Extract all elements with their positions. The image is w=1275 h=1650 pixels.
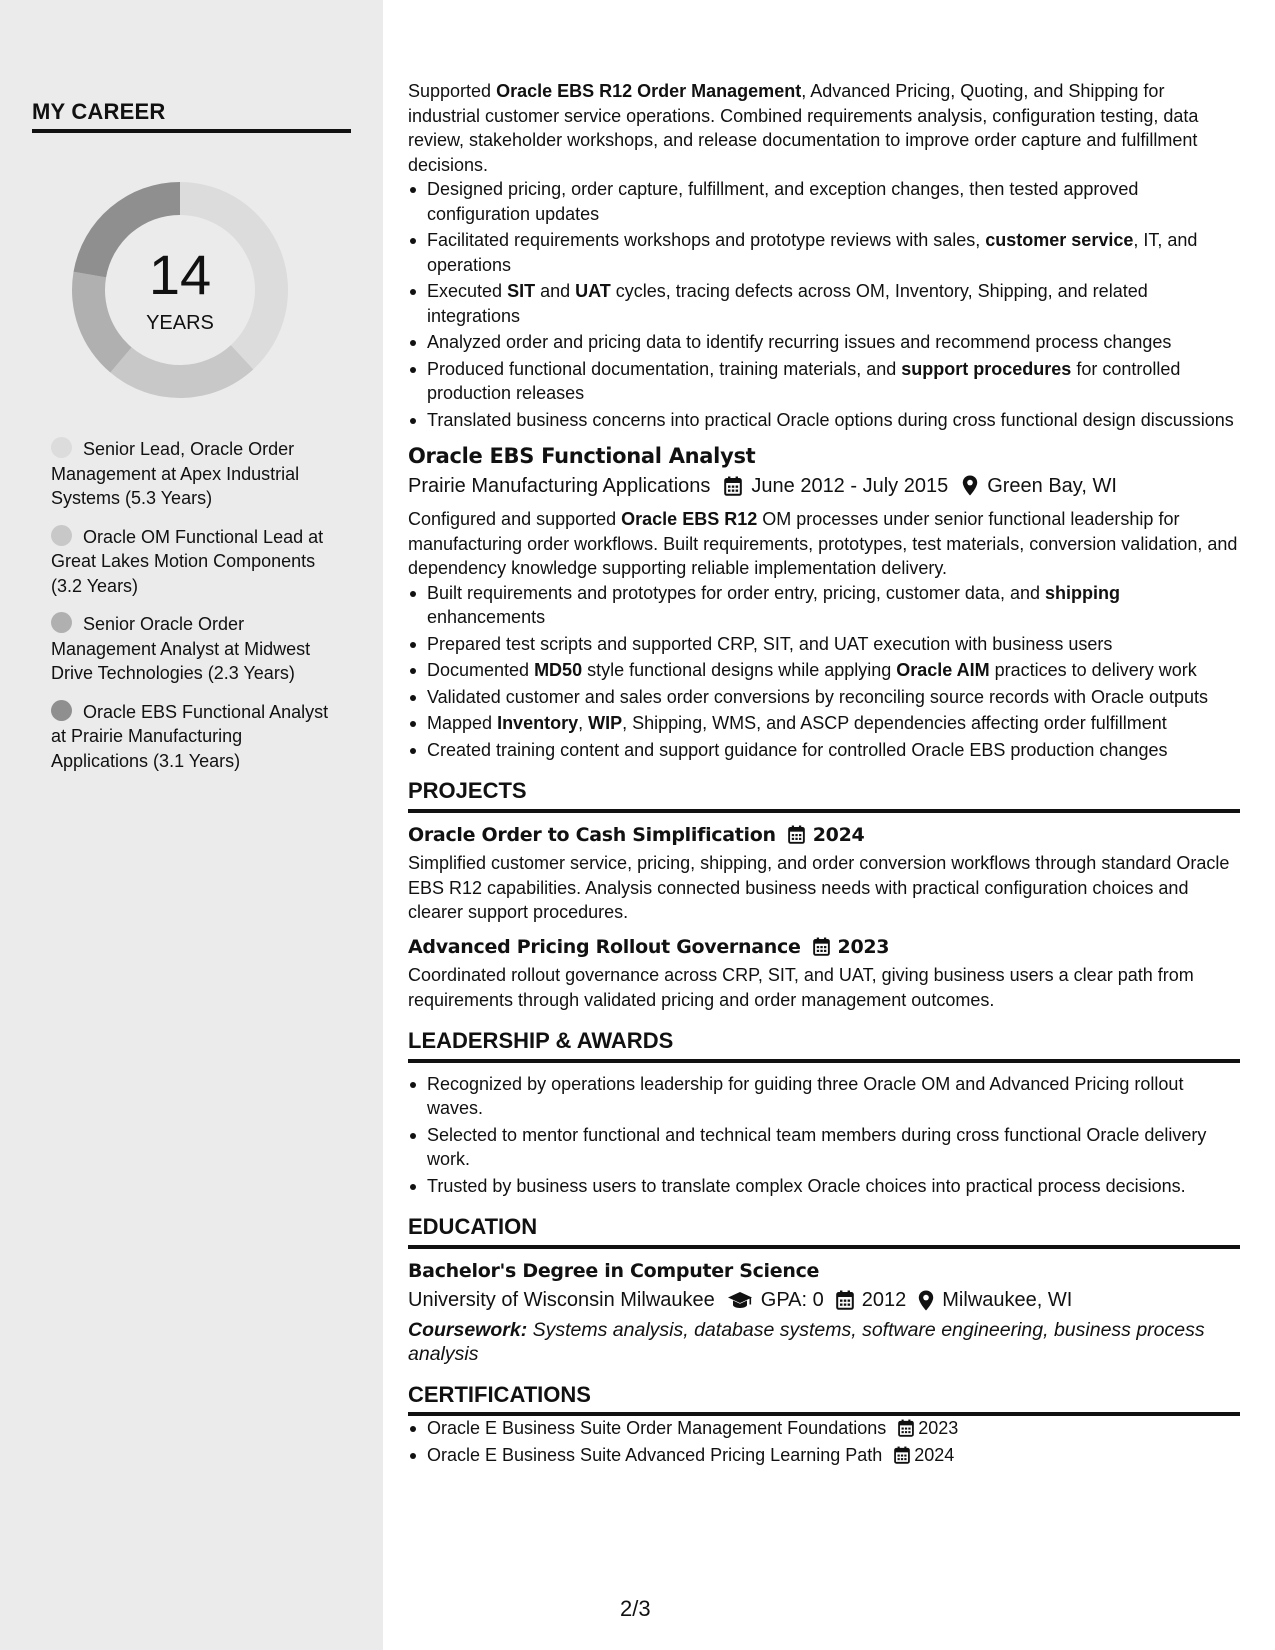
legend-item-role-3	[51, 612, 341, 686]
job2-bullet: Prepared test scripts and supported CRP, SIT, and UAT execution with business users	[408, 632, 1240, 657]
location-pin-icon	[918, 1290, 934, 1311]
coursework-text: Systems analysis, database systems, software engineering, business process analysis	[408, 1318, 1205, 1365]
leadership-list	[408, 1072, 1240, 1199]
legend-label-role-2: Oracle OM Functional Lead at Great Lakes Motion Components (3.2 Years)	[51, 526, 324, 596]
legend-dot-role-2	[51, 525, 72, 546]
job2-bullet: Created training content and support guidance for controlled Oracle EBS production changes	[408, 738, 1240, 763]
job2-bullet: Validated customer and sales order conversions by reconciling source records with Oracle outputs	[408, 685, 1240, 710]
legend-label-role-1: Senior Lead, Oracle Order Management at Apex Industrial Systems (5.3 Years)	[51, 439, 300, 508]
job1-bullet: Produced functional documentation, training materials, and support procedures for controlled production releases	[408, 357, 1240, 406]
legend-dot-role-1	[51, 437, 72, 458]
job2-company: Prairie Manufacturing Applications	[408, 474, 711, 497]
degree-title: Bachelor's Degree in Computer Science	[408, 1259, 820, 1282]
job1-bullet: Executed SIT and UAT cycles, tracing defects across OM, Inventory, Shipping, and related integrations	[408, 279, 1240, 328]
job1-bullets	[408, 177, 1240, 432]
job2-title: Oracle EBS Functional Analyst	[408, 444, 756, 468]
location-pin-icon	[962, 475, 978, 496]
gpa: GPA: 0	[760, 1289, 824, 1311]
job1-bullet: Designed pricing, order capture, fulfillment, and exception changes, then tested approved configuration updates	[408, 177, 1240, 226]
certification-year: 2023	[918, 1418, 959, 1438]
project-year: 2023	[837, 935, 890, 958]
career-title: MY CAREER	[32, 99, 166, 124]
page-number: 2/3	[620, 1596, 651, 1621]
job1-bullet: Facilitated requirements workshops and prototype reviews with sales, customer service, IT, and operations	[408, 228, 1240, 277]
job2-meta	[408, 474, 1240, 499]
total-years-value: 14	[148, 243, 212, 306]
project-description: Coordinated rollout governance across CRP, SIT, and UAT, giving business users a clear path from requirements through validated pricing and order management outcomes.	[408, 965, 1194, 1010]
legend-item-role-2	[51, 525, 341, 599]
career-legend	[51, 437, 341, 787]
project-year: 2024	[812, 823, 865, 846]
certifications-list	[408, 1416, 1240, 1467]
project-title-text: Advanced Pricing Rollout Governance	[408, 935, 801, 958]
certification-year: 2024	[914, 1444, 955, 1465]
project-title	[408, 935, 1240, 960]
job2-bullet: Documented MD50 style functional designs while applying Oracle AIM practices to delivery work	[408, 658, 1240, 683]
project-title	[408, 823, 1240, 848]
legend-item-role-4	[51, 700, 341, 774]
legend-dot-role-3	[51, 612, 72, 633]
project-title-text: Oracle Order to Cash Simplification	[408, 823, 776, 846]
job2-summary: Configured and supported Oracle EBS R12 OM processes under senior functional leadership for manufacturing order workflows. Built requirements, prototypes, test materials, conversion validation, and dependency knowledge supporting reliable implementation delivery.	[408, 509, 1238, 578]
education-meta	[408, 1288, 1240, 1313]
total-years-label: YEARS	[146, 312, 214, 334]
legend-label-role-3: Senior Oracle Order Management Analyst at Midwest Drive Technologies (2.3 Years)	[51, 614, 311, 683]
career-title-rule	[32, 129, 351, 133]
leadership-item: Recognized by operations leadership for guiding three Oracle OM and Advanced Pricing rollout waves.	[408, 1072, 1240, 1121]
calendar-icon	[898, 1419, 914, 1437]
certification-name: Oracle E Business Suite Order Management Foundations	[427, 1418, 887, 1438]
education-heading: EDUCATION	[408, 1215, 1240, 1249]
calendar-icon	[724, 476, 742, 496]
coursework-label: Coursework:	[408, 1318, 528, 1341]
job2-bullets	[408, 581, 1240, 763]
job2-location: Green Bay, WI	[987, 474, 1117, 497]
leadership-heading: LEADERSHIP & AWARDS	[408, 1029, 1240, 1063]
leadership-item: Selected to mentor functional and technical team members during cross functional Oracle delivery work.	[408, 1123, 1240, 1172]
projects-heading: PROJECTS	[408, 779, 1240, 813]
coursework	[408, 1318, 1240, 1366]
certification-name: Oracle E Business Suite Advanced Pricing Learning Path	[427, 1444, 883, 1465]
leadership-item: Trusted by business users to translate complex Oracle choices into practical process decisions.	[408, 1174, 1240, 1199]
job1-bullet: Analyzed order and pricing data to identify recurring issues and recommend process changes	[408, 330, 1240, 355]
legend-item-role-1	[51, 437, 341, 511]
calendar-icon	[836, 1290, 854, 1310]
job2-bullet: Built requirements and prototypes for order entry, pricing, customer data, and shipping enhancements	[408, 581, 1240, 630]
legend-dot-role-4	[51, 700, 72, 721]
donut-segment-role-2	[110, 345, 253, 398]
calendar-icon	[813, 937, 830, 956]
job2-bullet: Mapped Inventory, WIP, Shipping, WMS, and ASCP dependencies affecting order fulfillment	[408, 711, 1240, 736]
calendar-icon	[894, 1446, 910, 1464]
sidebar	[0, 0, 383, 1650]
graduation-year: 2012	[861, 1289, 907, 1311]
job1-summary: Supported Oracle EBS R12 Order Management, Advanced Pricing, Quoting, and Shipping for industrial customer service operations. Combined requirements analysis, configuration testing, data review, stakeholder workshops, and release documentation to improve order capture and fulfillment decisions.	[408, 81, 1199, 175]
school-location: Milwaukee, WI	[942, 1289, 1073, 1311]
certification-item	[408, 1416, 1240, 1441]
project-description: Simplified customer service, pricing, shipping, and order conversion workflows through standard Oracle EBS R12 capabilities. Analysis connected business needs with practical configuration choices and clearer support procedures.	[408, 853, 1230, 922]
graduation-cap-icon	[727, 1291, 753, 1309]
certification-item	[408, 1443, 1240, 1468]
job1-bullet: Translated business concerns into practical Oracle options during cross functional design discussions	[408, 408, 1240, 433]
legend-label-role-4: Oracle EBS Functional Analyst at Prairie Manufacturing Applications (3.1 Years)	[51, 701, 329, 771]
job2-dates: June 2012 - July 2015	[751, 474, 949, 497]
school-name: University of Wisconsin Milwaukee	[408, 1289, 715, 1311]
certifications-heading: CERTIFICATIONS	[408, 1383, 1240, 1417]
main-content	[408, 79, 1240, 1469]
calendar-icon	[788, 825, 805, 844]
